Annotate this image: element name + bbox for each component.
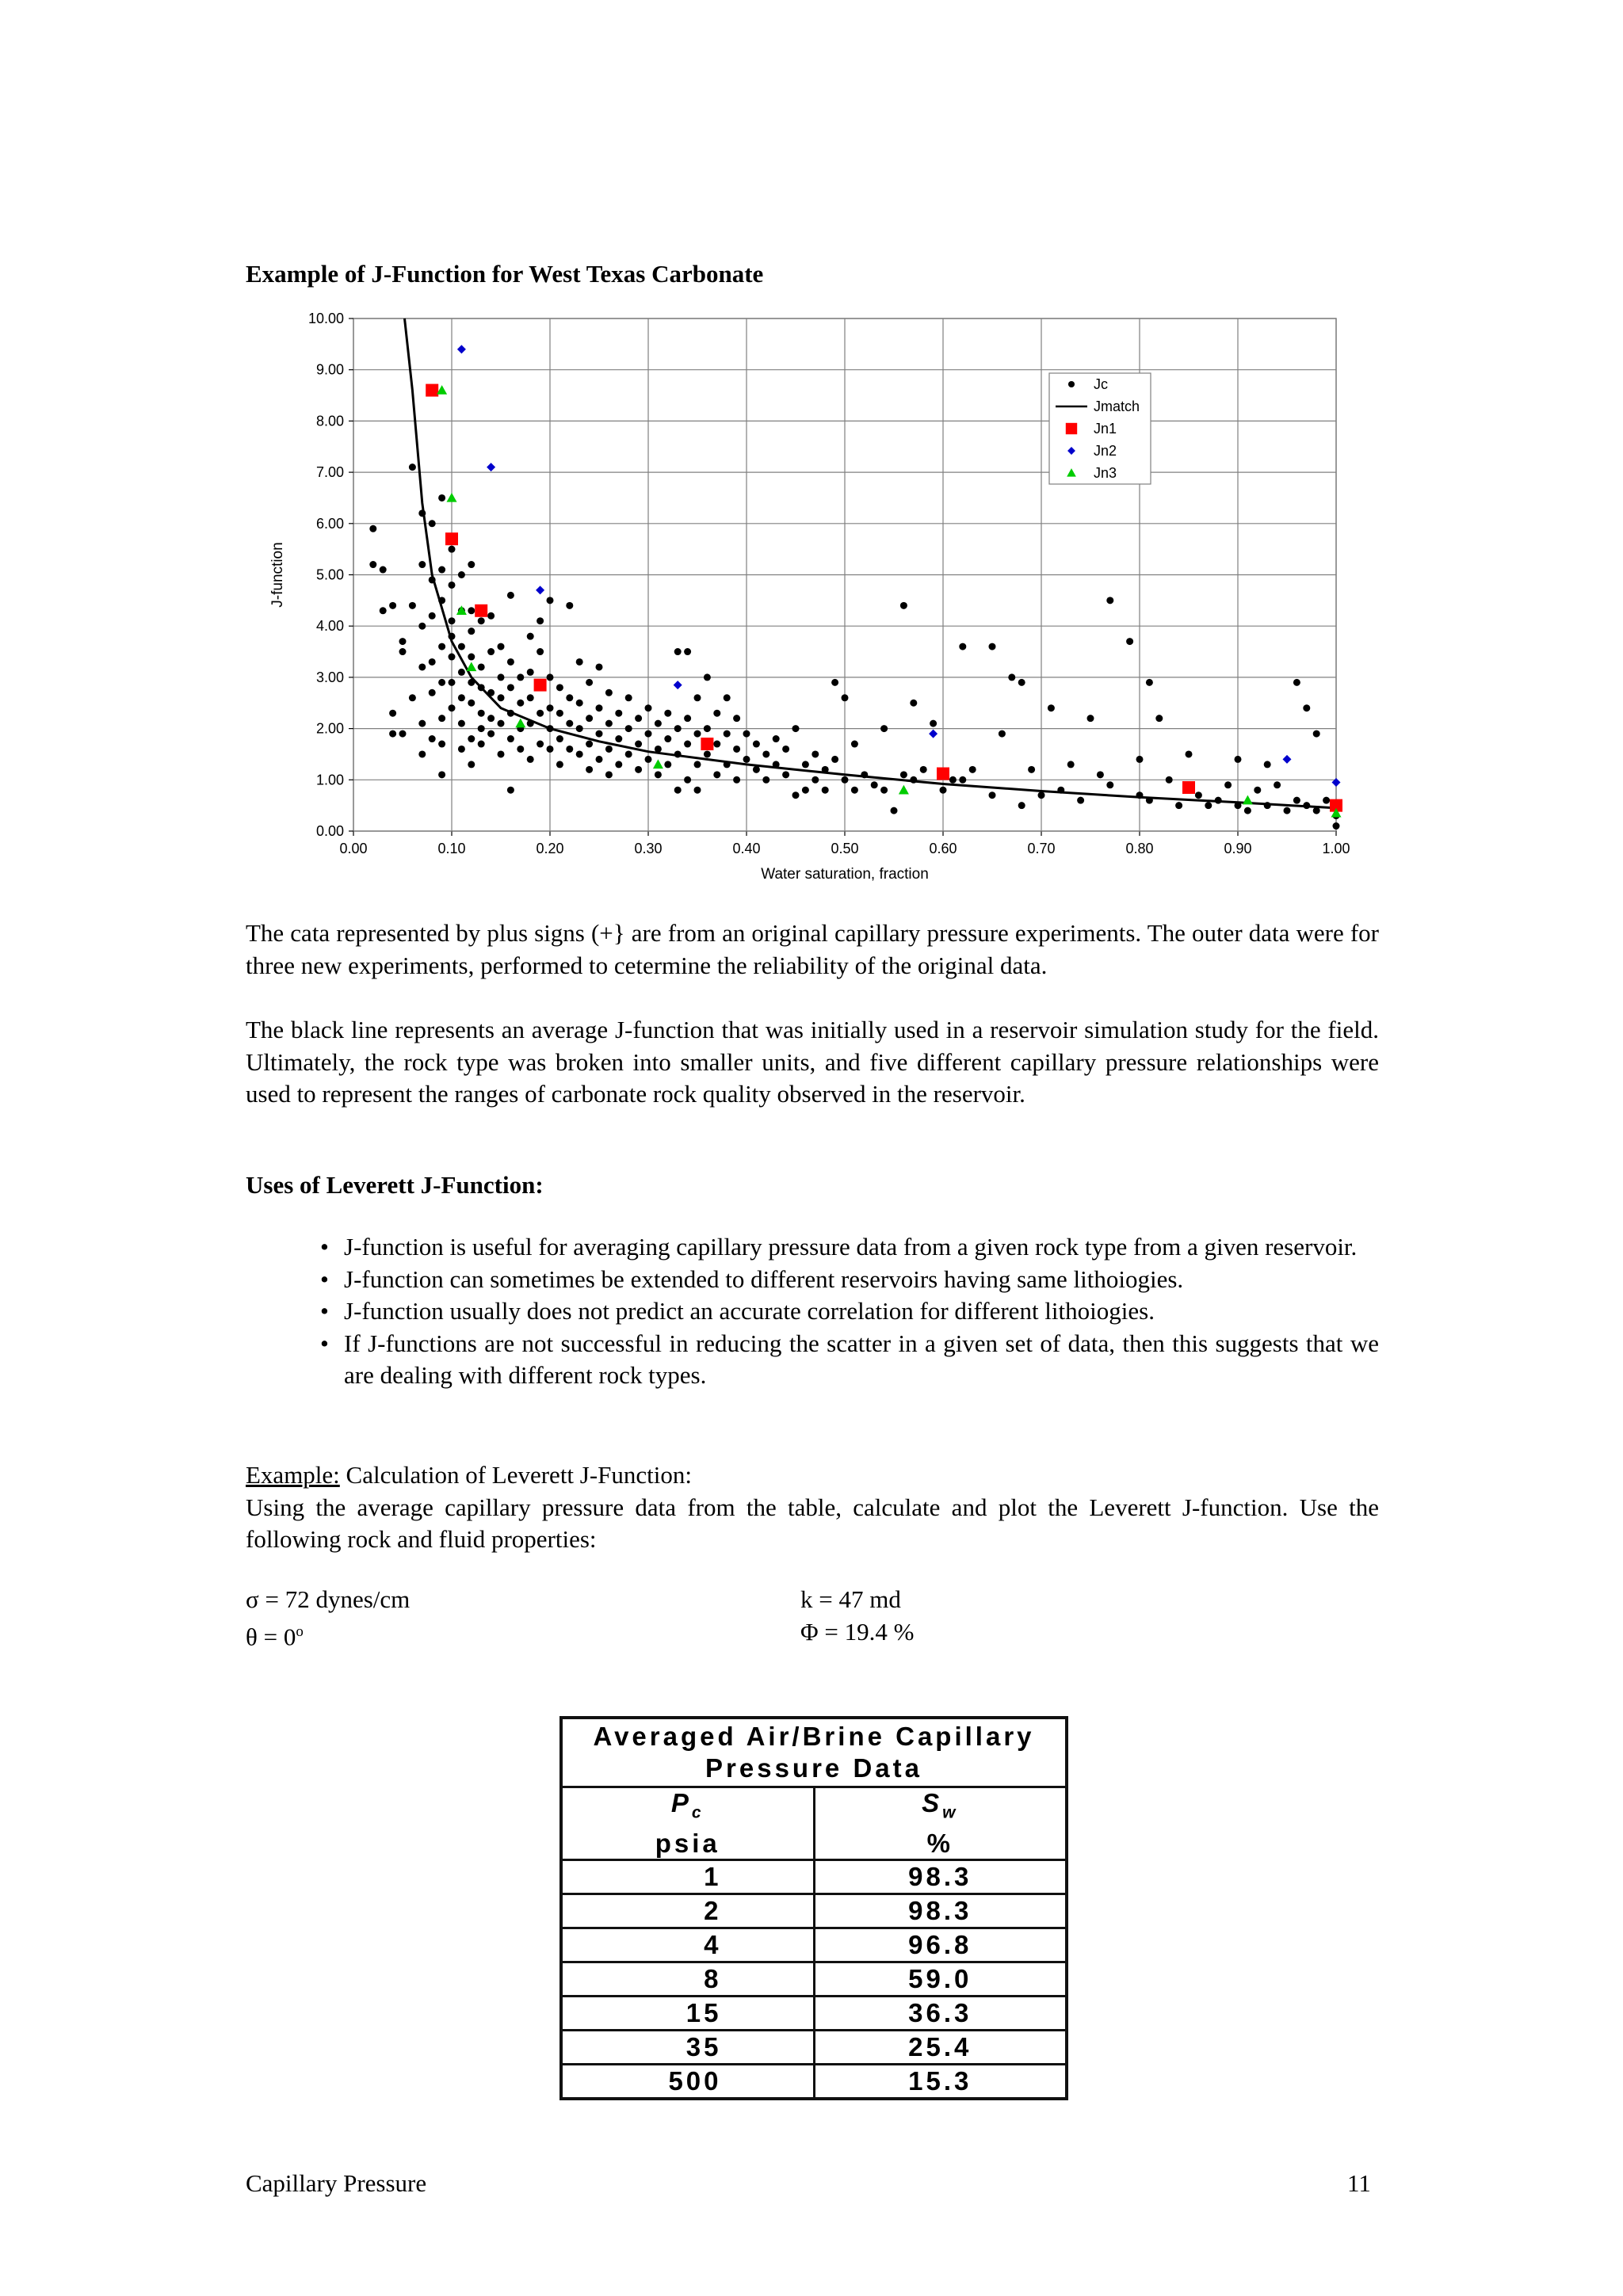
point-jc <box>438 643 445 650</box>
point-jc <box>527 669 534 676</box>
point-jc <box>1205 802 1212 809</box>
point-jc <box>438 771 445 778</box>
point-jc <box>694 730 701 738</box>
point-jc <box>1166 776 1173 784</box>
point-jc <box>566 602 573 609</box>
point-jc <box>753 766 760 773</box>
point-jc <box>743 730 750 738</box>
point-jc <box>1175 802 1182 809</box>
legend-label-jmatch: Jmatch <box>1094 399 1140 414</box>
point-jc <box>369 561 376 568</box>
point-jn1 <box>426 384 438 397</box>
point-jc <box>537 741 544 748</box>
point-jc <box>1018 679 1025 686</box>
point-jc <box>458 746 465 753</box>
point-jc <box>930 720 937 727</box>
point-jc <box>782 771 789 778</box>
y-tick-label: 3.00 <box>315 669 344 685</box>
point-jc <box>900 771 907 778</box>
y-tick-label: 0.00 <box>315 823 344 839</box>
point-jc <box>959 643 966 650</box>
point-jc <box>527 694 534 701</box>
point-jc <box>1155 715 1163 722</box>
point-jc <box>733 715 740 722</box>
point-jc <box>380 566 387 574</box>
point-jc <box>487 715 495 722</box>
point-jc <box>438 494 445 502</box>
point-jc <box>380 607 387 614</box>
point-jc <box>1303 704 1310 711</box>
point-jc <box>1244 807 1251 814</box>
point-jc <box>409 694 416 701</box>
point-jc <box>478 617 485 624</box>
point-jc <box>429 735 436 742</box>
x-tick-label: 0.20 <box>536 841 564 856</box>
point-jc <box>733 776 740 784</box>
table-header-row <box>561 1787 1067 1860</box>
bullet-icon: • <box>320 1264 329 1293</box>
point-jc <box>409 602 416 609</box>
point-jc <box>1028 766 1035 773</box>
point-jc <box>449 617 456 624</box>
point-jc <box>429 520 436 527</box>
point-jc <box>389 710 396 717</box>
point-jc <box>547 673 554 681</box>
point-jc <box>615 710 622 717</box>
point-jc <box>1097 771 1104 778</box>
point-jc <box>576 700 583 707</box>
point-jc <box>478 663 485 670</box>
point-jc <box>989 643 996 650</box>
point-jc <box>891 807 898 814</box>
point-jc <box>487 648 495 655</box>
paragraph-black-line: The black line represents an average J-function that was initially used in a reservoir simulation study for the field. Ultimately, the rock type was broken into smaller units, and five different capillary pressure relationships were used to represent the ranges of carbonate rock quality observed in the reservoir. <box>246 1016 1379 1108</box>
point-jc <box>586 766 593 773</box>
point-jc <box>596 730 603 738</box>
point-jc <box>625 694 632 701</box>
point-jc <box>802 761 809 768</box>
point-jc <box>586 715 593 722</box>
point-jc <box>1195 791 1202 799</box>
point-jc <box>498 694 505 701</box>
point-jc <box>1323 797 1330 804</box>
legend-swatch-jn1 <box>1066 423 1077 434</box>
point-jc <box>792 725 800 732</box>
point-jc <box>694 761 701 768</box>
x-tick-label: 0.90 <box>1224 841 1252 856</box>
point-jc <box>605 771 613 778</box>
point-jc <box>969 766 976 773</box>
y-tick-label: 1.00 <box>315 772 344 788</box>
x-tick-label: 0.70 <box>1027 841 1056 856</box>
point-jc <box>507 658 514 666</box>
table-row: 35 25.4 <box>561 2030 1067 2064</box>
point-jc <box>1126 638 1133 645</box>
point-jc <box>566 694 573 701</box>
point-jc <box>458 720 465 727</box>
chart-title: Example of J-Function for West Texas Carbonate <box>246 260 764 288</box>
point-jc <box>596 756 603 763</box>
list-item: • J-function is useful for averaging capillary pressure data from a given rock type from a given reservoir. <box>246 1231 1379 1264</box>
point-jc <box>507 787 514 794</box>
point-jc <box>586 679 593 686</box>
point-jc <box>458 643 465 650</box>
point-jc <box>498 643 505 650</box>
table-row: 4 96.8 <box>561 1928 1067 1962</box>
point-jc <box>527 756 534 763</box>
point-jc <box>429 658 436 666</box>
uses-list <box>246 1231 1379 1392</box>
point-jc <box>1048 704 1055 711</box>
y-tick-label: 8.00 <box>315 413 344 429</box>
point-jc <box>880 725 888 732</box>
point-jc <box>517 673 524 681</box>
point-jc <box>1087 715 1094 722</box>
point-jc <box>389 602 396 609</box>
point-jc <box>556 735 563 742</box>
point-jc <box>586 741 593 748</box>
point-jc <box>556 761 563 768</box>
point-jc <box>438 566 445 574</box>
point-jc <box>1235 756 1242 763</box>
point-jc <box>418 663 426 670</box>
point-jc <box>1293 679 1300 686</box>
x-axis-label: Water saturation, fraction <box>761 866 929 883</box>
point-jc <box>537 710 544 717</box>
point-jc <box>713 771 720 778</box>
point-jn1 <box>1182 781 1195 794</box>
point-jc <box>940 787 947 794</box>
y-tick-label: 9.00 <box>315 361 344 378</box>
point-jc <box>733 746 740 753</box>
point-jc <box>645 756 652 763</box>
point-jc <box>1106 597 1113 604</box>
example-block <box>246 1459 1379 1556</box>
point-jc <box>773 735 780 742</box>
list-item: • J-function can sometimes be extended to different reservoirs having same lithoiogies. <box>246 1264 1379 1296</box>
point-jc <box>418 561 426 568</box>
point-jc <box>418 720 426 727</box>
point-jc <box>1254 787 1261 794</box>
point-jc <box>989 791 996 799</box>
point-jc <box>1186 750 1193 757</box>
point-jc <box>920 766 927 773</box>
point-jc <box>842 694 849 701</box>
point-jc <box>704 673 711 681</box>
point-jc <box>635 715 642 722</box>
point-jc <box>438 679 445 686</box>
legend-swatch-jc <box>1068 381 1075 387</box>
point-jc <box>743 756 750 763</box>
point-jc <box>615 735 622 742</box>
point-jc <box>664 710 671 717</box>
point-jc <box>1067 761 1075 768</box>
point-jc <box>900 602 907 609</box>
bullet-icon: • <box>320 1297 329 1325</box>
point-jc <box>1313 730 1320 738</box>
point-jc <box>527 633 534 640</box>
point-jc <box>880 787 888 794</box>
point-jc <box>468 607 475 614</box>
point-jc <box>1008 673 1015 681</box>
point-jc <box>449 546 456 553</box>
list-item: • J-function usually does not predict an accurate correlation for different lithoiogies. <box>246 1295 1379 1328</box>
point-jc <box>498 750 505 757</box>
x-tick-label: 0.80 <box>1125 841 1154 856</box>
point-jc <box>999 730 1006 738</box>
y-tick-label: 6.00 <box>315 515 344 532</box>
point-jc <box>468 700 475 707</box>
point-jc <box>645 704 652 711</box>
point-jc <box>792 791 800 799</box>
point-jc <box>704 750 711 757</box>
point-jc <box>537 648 544 655</box>
x-tick-label: 0.30 <box>634 841 663 856</box>
point-jc <box>449 582 456 589</box>
point-jc <box>959 776 966 784</box>
x-tick-label: 0.10 <box>437 841 466 856</box>
x-tick-label: 0.40 <box>732 841 761 856</box>
table-title-row: Averaged Air/Brine Capillary Pressure Data <box>561 1718 1067 1787</box>
point-jn1 <box>475 605 487 617</box>
point-jc <box>851 787 858 794</box>
point-jc <box>694 694 701 701</box>
point-jc <box>812 750 819 757</box>
point-jc <box>635 741 642 748</box>
capillary-pressure-table <box>559 1716 1068 2100</box>
point-jc <box>831 756 838 763</box>
point-jc <box>478 725 485 732</box>
point-jc <box>399 638 407 645</box>
point-jc <box>449 679 456 686</box>
example-label: Example: <box>246 1461 340 1489</box>
point-jc <box>438 715 445 722</box>
property-k: k = 47 md <box>800 1585 901 1613</box>
point-jc <box>468 627 475 635</box>
point-jc <box>674 648 682 655</box>
point-jn1 <box>701 738 713 750</box>
point-jc <box>487 612 495 620</box>
point-jc <box>1146 679 1153 686</box>
point-jc <box>910 700 917 707</box>
y-axis-label: J-function <box>269 542 286 608</box>
legend-label-jn3: Jn3 <box>1094 465 1117 481</box>
point-jc <box>674 725 682 732</box>
point-jc <box>822 787 829 794</box>
point-jc <box>724 694 731 701</box>
point-jc <box>645 730 652 738</box>
example-title: Calculation of Leverett J-Function: <box>339 1461 693 1489</box>
point-jc <box>694 787 701 794</box>
point-jc <box>566 720 573 727</box>
point-jc <box>831 679 838 686</box>
point-jc <box>458 571 465 578</box>
point-jc <box>468 735 475 742</box>
point-jc <box>674 787 682 794</box>
point-jc <box>556 710 563 717</box>
point-jc <box>478 710 485 717</box>
point-jc <box>429 612 436 620</box>
x-tick-label: 0.60 <box>929 841 957 856</box>
point-jc <box>655 771 662 778</box>
property-sigma: σ = 72 dynes/cm <box>246 1585 411 1613</box>
point-jc <box>851 741 858 748</box>
point-jc <box>1077 797 1084 804</box>
point-jc <box>547 746 554 753</box>
y-tick-label: 10.00 <box>307 311 344 326</box>
point-jc <box>409 463 416 471</box>
y-tick-label: 5.00 <box>315 566 344 583</box>
point-jc <box>684 715 691 722</box>
point-jc <box>596 663 603 670</box>
point-jc <box>517 700 524 707</box>
point-jc <box>576 725 583 732</box>
point-jc <box>1333 822 1340 830</box>
paragraph-data-description: The cata represented by plus signs (+} are from an original capillary pressure experiments. The outer data were for three new experiments, performed to cetermine the reliability of the original data. <box>246 919 1379 979</box>
point-jn1 <box>534 679 547 692</box>
property-theta: $\theta = 0^o$ <box>246 1623 304 1651</box>
point-jc <box>704 725 711 732</box>
point-jc <box>449 654 456 661</box>
point-jc <box>429 689 436 696</box>
point-jc <box>596 704 603 711</box>
point-jc <box>782 746 789 753</box>
point-jc <box>507 735 514 742</box>
point-jc <box>438 741 445 748</box>
point-jc <box>1284 807 1291 814</box>
y-tick-label: 2.00 <box>315 720 344 737</box>
point-jc <box>625 725 632 732</box>
point-jc <box>399 730 407 738</box>
point-jc <box>713 710 720 717</box>
y-tick-label: 7.00 <box>315 464 344 481</box>
point-jc <box>517 746 524 753</box>
point-jc <box>537 617 544 624</box>
point-jc <box>1038 791 1045 799</box>
point-jc <box>566 746 573 753</box>
column-header-pc: $P_c$ psia <box>561 1787 814 1860</box>
x-tick-label: 0.50 <box>831 841 859 856</box>
point-jc <box>418 623 426 630</box>
point-jc <box>802 787 809 794</box>
legend-label-jc: Jc <box>1094 376 1108 392</box>
point-jc <box>478 741 485 748</box>
column-header-sw: $S_w$ % <box>814 1787 1067 1860</box>
point-jn1 <box>937 768 949 780</box>
point-jc <box>605 689 613 696</box>
point-jc <box>468 761 475 768</box>
point-jc <box>418 750 426 757</box>
point-jc <box>556 684 563 691</box>
point-jc <box>605 720 613 727</box>
x-tick-label: 1.00 <box>1322 841 1350 856</box>
point-jc <box>762 776 769 784</box>
point-jc <box>458 694 465 701</box>
table-row: 2 98.3 <box>561 1894 1067 1928</box>
list-item: • If J-functions are not successful in reducing the scatter in a given set of data, then this suggests that we are dealing with different rock types. <box>320 1329 1379 1389</box>
point-jc <box>369 525 376 532</box>
point-jc <box>487 730 495 738</box>
point-jc <box>389 730 396 738</box>
point-jc <box>713 741 720 748</box>
point-jc <box>684 741 691 748</box>
point-jc <box>664 761 671 768</box>
point-jc <box>498 673 505 681</box>
table-row: 8 59.0 <box>561 1962 1067 1996</box>
point-jc <box>655 720 662 727</box>
point-jc <box>1018 802 1025 809</box>
point-jc <box>1274 781 1281 788</box>
point-jc <box>1264 761 1271 768</box>
point-jc <box>753 741 760 748</box>
property-phi: Φ = 19.4 % <box>800 1618 915 1646</box>
footer-title: Capillary Pressure <box>246 2169 427 2197</box>
point-jc <box>949 776 957 784</box>
x-tick-label: 0.00 <box>339 841 368 856</box>
point-jc <box>449 704 456 711</box>
point-jc <box>684 776 691 784</box>
point-jc <box>615 761 622 768</box>
page-number: 11 <box>1347 2169 1371 2197</box>
table-row: 500 15.3 <box>561 2064 1067 2099</box>
point-jc <box>507 592 514 599</box>
legend-label-jn2: Jn2 <box>1094 443 1117 459</box>
point-jc <box>547 597 554 604</box>
bullet-icon: • <box>320 1233 329 1261</box>
point-jc <box>576 750 583 757</box>
table-row: 1 98.3 <box>561 1859 1067 1894</box>
point-jc <box>684 648 691 655</box>
point-jc <box>507 684 514 691</box>
point-jc <box>812 776 819 784</box>
example-text: Using the average capillary pressure data from the table, calculate and plot the Leverett J-function. Use the following rock and fluid properties: <box>246 1493 1379 1553</box>
bullet-icon: • <box>320 1329 329 1357</box>
point-jc <box>842 776 849 784</box>
point-jc <box>576 658 583 666</box>
point-jc <box>547 704 554 711</box>
point-jc <box>762 750 769 757</box>
point-jc <box>1224 781 1232 788</box>
point-jc <box>468 561 475 568</box>
point-jc <box>399 648 407 655</box>
y-tick-label: 4.00 <box>315 618 344 635</box>
j-function-chart <box>238 305 1363 891</box>
point-jc <box>871 781 878 788</box>
legend-label-jn1: Jn1 <box>1094 421 1117 437</box>
point-jn1 <box>445 532 458 545</box>
point-jc <box>625 750 632 757</box>
point-jc <box>1293 797 1300 804</box>
point-jc <box>664 735 671 742</box>
point-jc <box>1106 781 1113 788</box>
point-jc <box>605 746 613 753</box>
uses-heading: Uses of Leverett J-Function: <box>246 1171 544 1199</box>
point-jc <box>724 730 731 738</box>
table-row: 15 36.3 <box>561 1996 1067 2030</box>
point-jc <box>498 720 505 727</box>
point-jc <box>458 669 465 676</box>
point-jc <box>1136 756 1144 763</box>
point-jc <box>635 766 642 773</box>
point-jc <box>468 654 475 661</box>
